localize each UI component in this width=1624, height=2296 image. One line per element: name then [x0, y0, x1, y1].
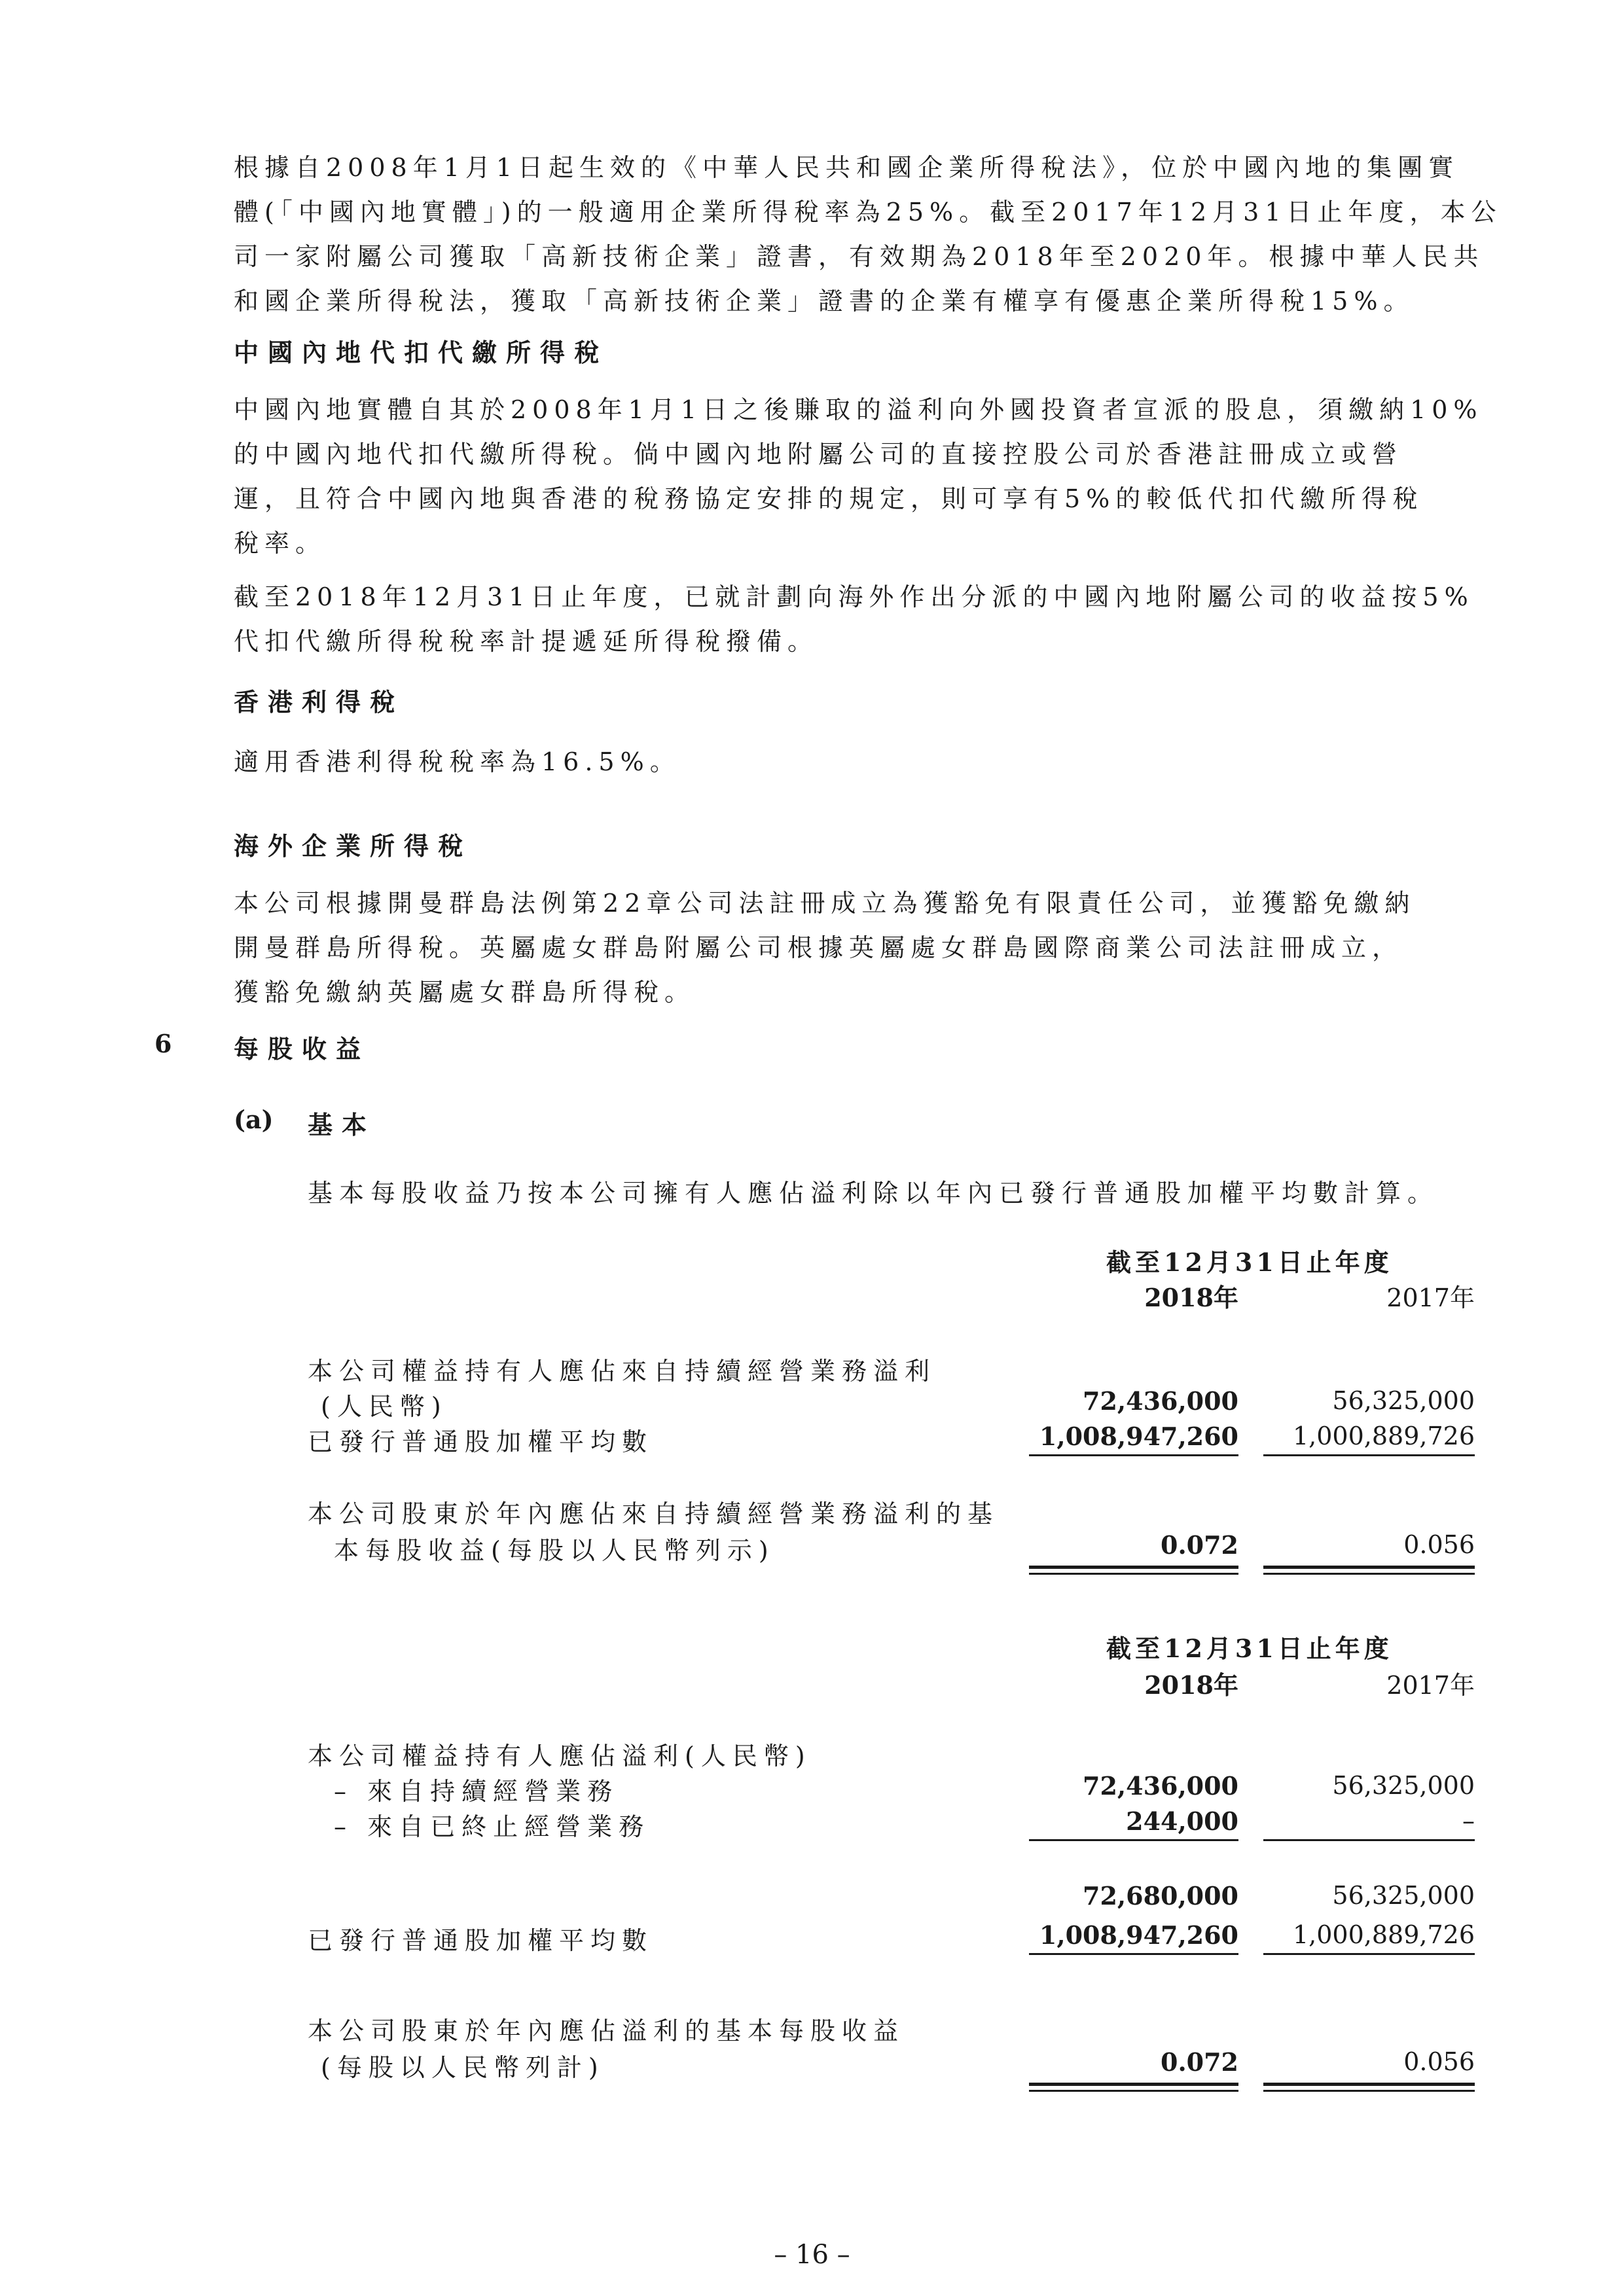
intro-line: 司一家附屬公司獲取「高新技術企業」證書，有效期為2018年至2020年。根據中華人民共: [234, 242, 1485, 271]
double-rule: [1263, 1573, 1475, 1575]
single-rule: [1263, 1953, 1475, 1955]
section-number: 6: [154, 1029, 172, 1058]
row-label: – 來自持續經營業務: [334, 1777, 619, 1806]
row-label: 本公司權益持有人應佔溢利(人民幣): [308, 1742, 812, 1770]
single-rule: [1263, 1454, 1475, 1456]
subtotal-2017: 56,325,000: [1332, 1881, 1475, 1910]
column-header-2017: 2017年: [1386, 1671, 1475, 1700]
single-rule: [1263, 1839, 1475, 1841]
value-2018: 244,000: [1126, 1806, 1238, 1836]
value-2018: 72,436,000: [1083, 1386, 1238, 1416]
withholding-line: 截至2018年12月31日止年度，已就計劃向海外作出分派的中國內地附屬公司的收益按5%: [234, 583, 1474, 611]
value-2017: 0.056: [1403, 1530, 1475, 1559]
overseas-tax-paragraph: [234, 881, 1477, 1014]
withholding-paragraph-2: [234, 575, 1477, 664]
row-label: – 來自已終止經營業務: [334, 1812, 651, 1841]
hk-tax-paragraph: [234, 740, 1477, 784]
value-2018: 0.072: [1161, 1530, 1238, 1560]
value-2017: 56,325,000: [1332, 1386, 1475, 1415]
row-label: 本公司股東於年內應佔溢利的基本每股收益: [308, 2017, 905, 2045]
overseas-line: 獲豁免繳納英屬處女群島所得稅。: [234, 978, 696, 1007]
double-rule: [1263, 2083, 1475, 2086]
row-label: (每股以人民幣列計): [321, 2053, 605, 2082]
intro-line: 和國企業所得稅法，獲取「高新技術企業」證書的企業有權享有優惠企業所得稅15%。: [234, 287, 1415, 315]
row-label: 本公司股東於年內應佔來自持續經營業務溢利的基: [308, 1499, 1000, 1528]
row-label: 已發行普通股加權平均數: [308, 1427, 654, 1456]
double-rule: [1263, 1566, 1475, 1569]
basic-eps-description: 基本每股收益乃按本公司擁有人應佔溢利除以年內已發行普通股加權平均數計算。: [308, 1179, 1439, 1208]
overseas-line: 開曼群島所得稅。英屬處女群島附屬公司根據英屬處女群島國際商業公司法註冊成立，: [234, 933, 1403, 962]
column-header-2018: 2018年: [1144, 1283, 1238, 1312]
period-header: 截至12月31日止年度: [1106, 1247, 1393, 1277]
value-2017: 1,000,889,726: [1292, 1920, 1475, 1949]
withholding-paragraph-1: [234, 387, 1483, 565]
single-rule: [1029, 1839, 1238, 1841]
withholding-line: 中國內地實體自其於2008年1月1日之後賺取的溢利向外國投資者宣派的股息，須繳納10%: [234, 395, 1483, 424]
hk-tax-line: 適用香港利得稅稅率為16.5%。: [234, 747, 681, 776]
single-rule: [1029, 1953, 1238, 1955]
double-rule: [1029, 1566, 1238, 1569]
row-label: 本公司權益持有人應佔來自持續經營業務溢利: [308, 1357, 937, 1386]
row-label: (人民幣): [321, 1392, 448, 1421]
overseas-line: 本公司根據開曼群島法例第22章公司法註冊成立為獲豁免有限責任公司，並獲豁免繳納: [234, 889, 1416, 918]
double-rule: [1029, 1573, 1238, 1575]
value-2018: 72,436,000: [1083, 1771, 1238, 1801]
period-header: 截至12月31日止年度: [1106, 1634, 1393, 1663]
double-rule: [1263, 2090, 1475, 2092]
intro-paragraph: [234, 145, 1502, 323]
withholding-line: 的中國內地代扣代繳所得稅。倘中國內地附屬公司的直接控股公司於香港註冊成立或營: [234, 440, 1403, 469]
page-number: – 16 –: [774, 2240, 850, 2270]
subsection-label: (a): [234, 1105, 274, 1134]
value-2018: 1,008,947,260: [1039, 1920, 1238, 1950]
column-header-2017: 2017年: [1386, 1283, 1475, 1312]
value-2018: 1,008,947,260: [1039, 1422, 1238, 1451]
withholding-line: 運，且符合中國內地與香港的稅務協定安排的規定，則可享有5%的較低代扣代繳所得稅: [234, 484, 1424, 513]
row-label: 已發行普通股加權平均數: [308, 1926, 654, 1955]
withholding-heading: 中國內地代扣代繳所得稅: [234, 338, 609, 367]
column-header-2018: 2018年: [1144, 1670, 1238, 1700]
overseas-tax-heading: 海外企業所得稅: [234, 831, 473, 861]
double-rule: [1029, 2083, 1238, 2086]
double-rule: [1029, 2090, 1238, 2092]
subtotal-2018: 72,680,000: [1083, 1881, 1238, 1910]
hk-tax-heading: 香港利得稅: [234, 687, 405, 717]
value-2017: 56,325,000: [1332, 1771, 1475, 1800]
withholding-line: 代扣代繳所得稅稅率計提遞延所得稅撥備。: [234, 627, 819, 656]
subsection-title: 基本: [308, 1110, 376, 1139]
value-2018: 0.072: [1161, 2047, 1238, 2077]
value-2017: –: [1462, 1806, 1475, 1835]
row-label: 本每股收益(每股以人民幣列示): [334, 1536, 775, 1565]
withholding-line: 稅率。: [234, 529, 327, 558]
intro-line: 體(「中國內地實體」)的一般適用企業所得稅率為25%。截至2017年12月31日止年度，本公: [234, 198, 1502, 226]
single-rule: [1029, 1454, 1238, 1456]
value-2017: 1,000,889,726: [1292, 1422, 1475, 1450]
section-title: 每股收益: [234, 1034, 370, 1064]
value-2017: 0.056: [1403, 2047, 1475, 2076]
intro-line: 根據自2008年1月1日起生效的《中華人民共和國企業所得稅法》，位於中國內地的集團實: [234, 153, 1460, 182]
